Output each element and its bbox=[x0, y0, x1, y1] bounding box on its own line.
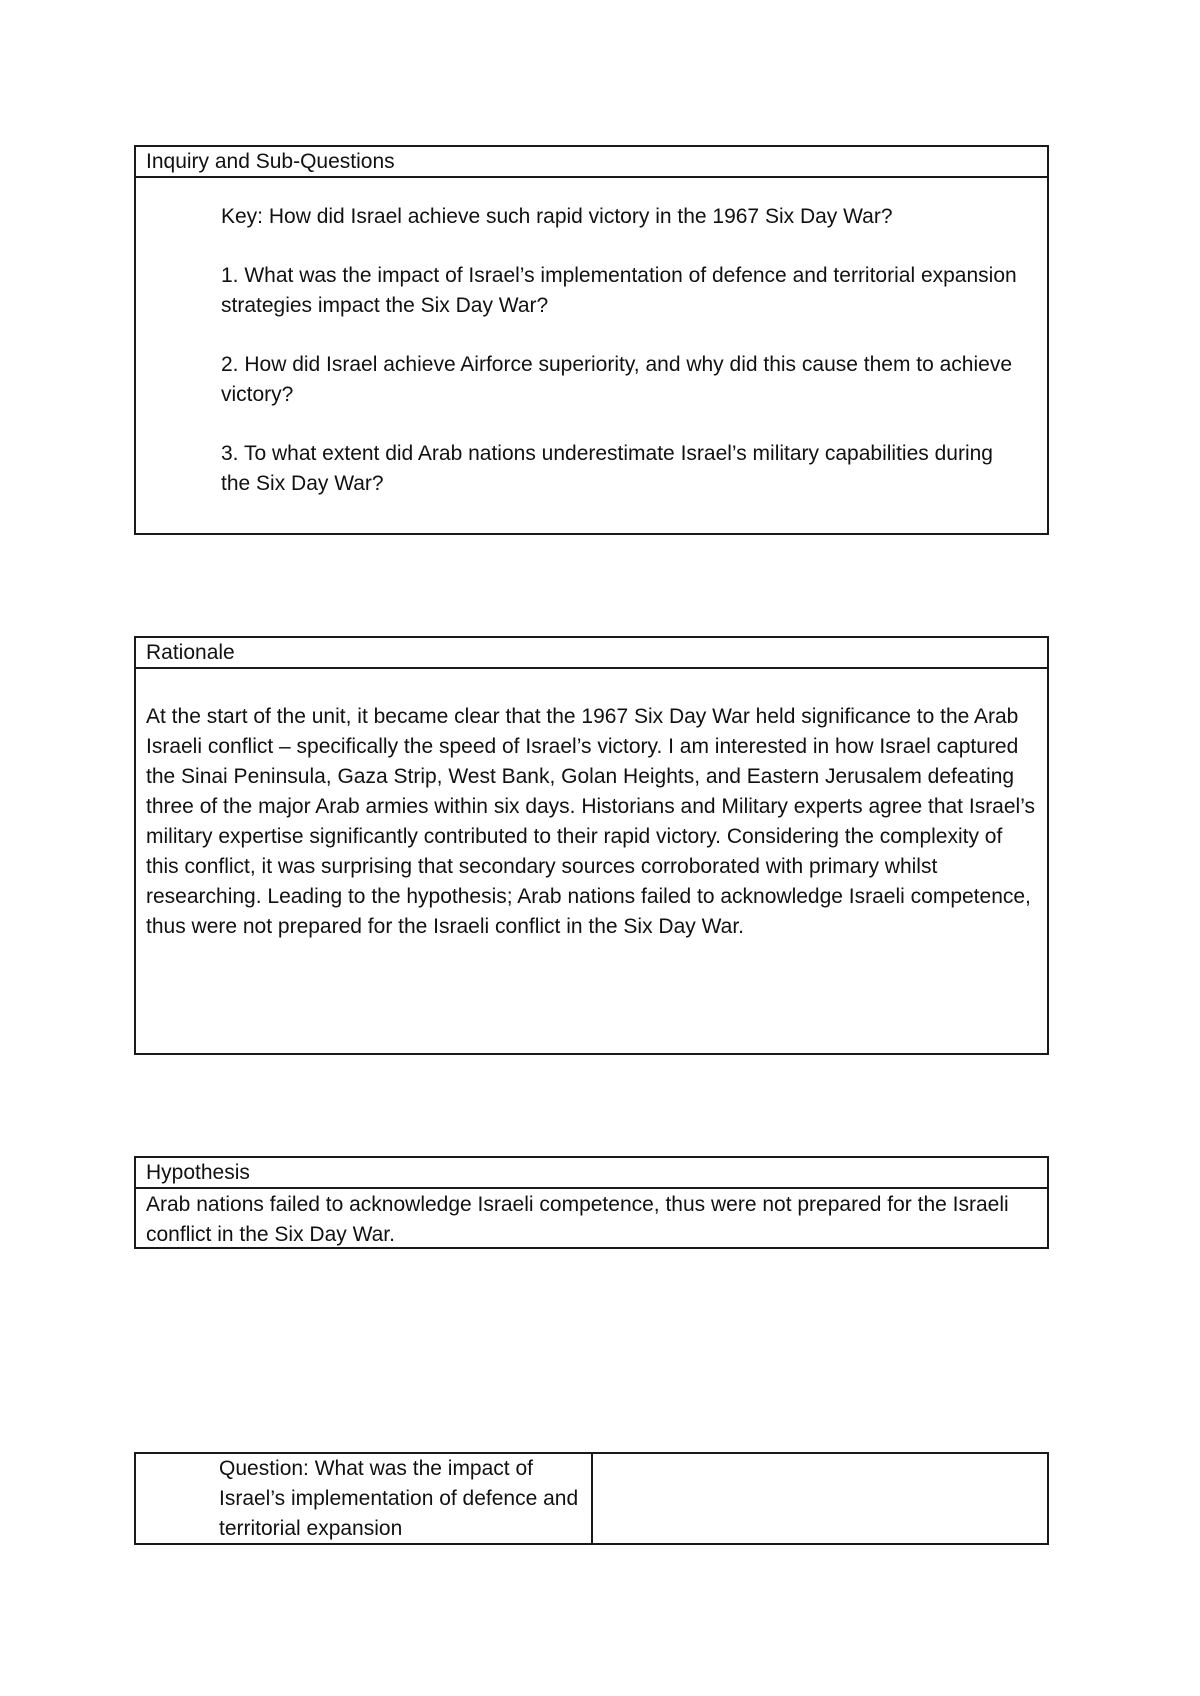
sub-question-1: 1. What was the impact of Israel’s implementation of defence and territorial expansion strategies impact the Six Day War? bbox=[221, 264, 1017, 317]
hypothesis-body bbox=[136, 1189, 1047, 1250]
inquiry-body bbox=[136, 178, 1047, 499]
hypothesis-section bbox=[134, 1156, 1049, 1249]
question-table bbox=[134, 1452, 1049, 1545]
rationale-section bbox=[134, 636, 1049, 1055]
inquiry-section bbox=[134, 145, 1049, 535]
sub-question-2: 2. How did Israel achieve Airforce superiority, and why did this cause them to achieve victory? bbox=[221, 353, 1013, 406]
rationale-text: At the start of the unit, it became clear that the 1967 Six Day War held significance to the Arab Israeli conflict – specifically the speed of Israel’s victory. I am interested in how Israel captured the Sinai Peninsula, Gaza Strip, West Bank, Golan Heights, and Eastern Jerusalem defeating three of the major Arab armies within six days. Historians and Military experts agree that Israel’s military expertise significantly contributed to their rapid victory. Considering the complexity of this conflict, it was surprising that secondary sources corroborated with primary whilst researching. Leading to the hypothesis; Arab nations failed to acknowledge Israeli competence, thus were not prepared for the Israeli conflict in the Six Day War. bbox=[146, 705, 1035, 938]
sub-question-3: 3. To what extent did Arab nations underestimate Israel’s military capabilities during the Six Day War? bbox=[221, 442, 993, 495]
rationale-body bbox=[136, 669, 1047, 942]
rationale-header: Rationale bbox=[136, 638, 1047, 669]
question-cell: Question: What was the impact of Israel’s implementation of defence and territorial expansion bbox=[136, 1454, 593, 1543]
hypothesis-header: Hypothesis bbox=[136, 1158, 1047, 1189]
key-question: Key: How did Israel achieve such rapid victory in the 1967 Six Day War? bbox=[221, 205, 893, 228]
hypothesis-text: Arab nations failed to acknowledge Israeli competence, thus were not prepared for the Israeli conflict in the Six Day War. bbox=[146, 1193, 1009, 1246]
answer-cell bbox=[593, 1454, 1047, 1543]
inquiry-header: Inquiry and Sub-Questions bbox=[136, 147, 1047, 178]
